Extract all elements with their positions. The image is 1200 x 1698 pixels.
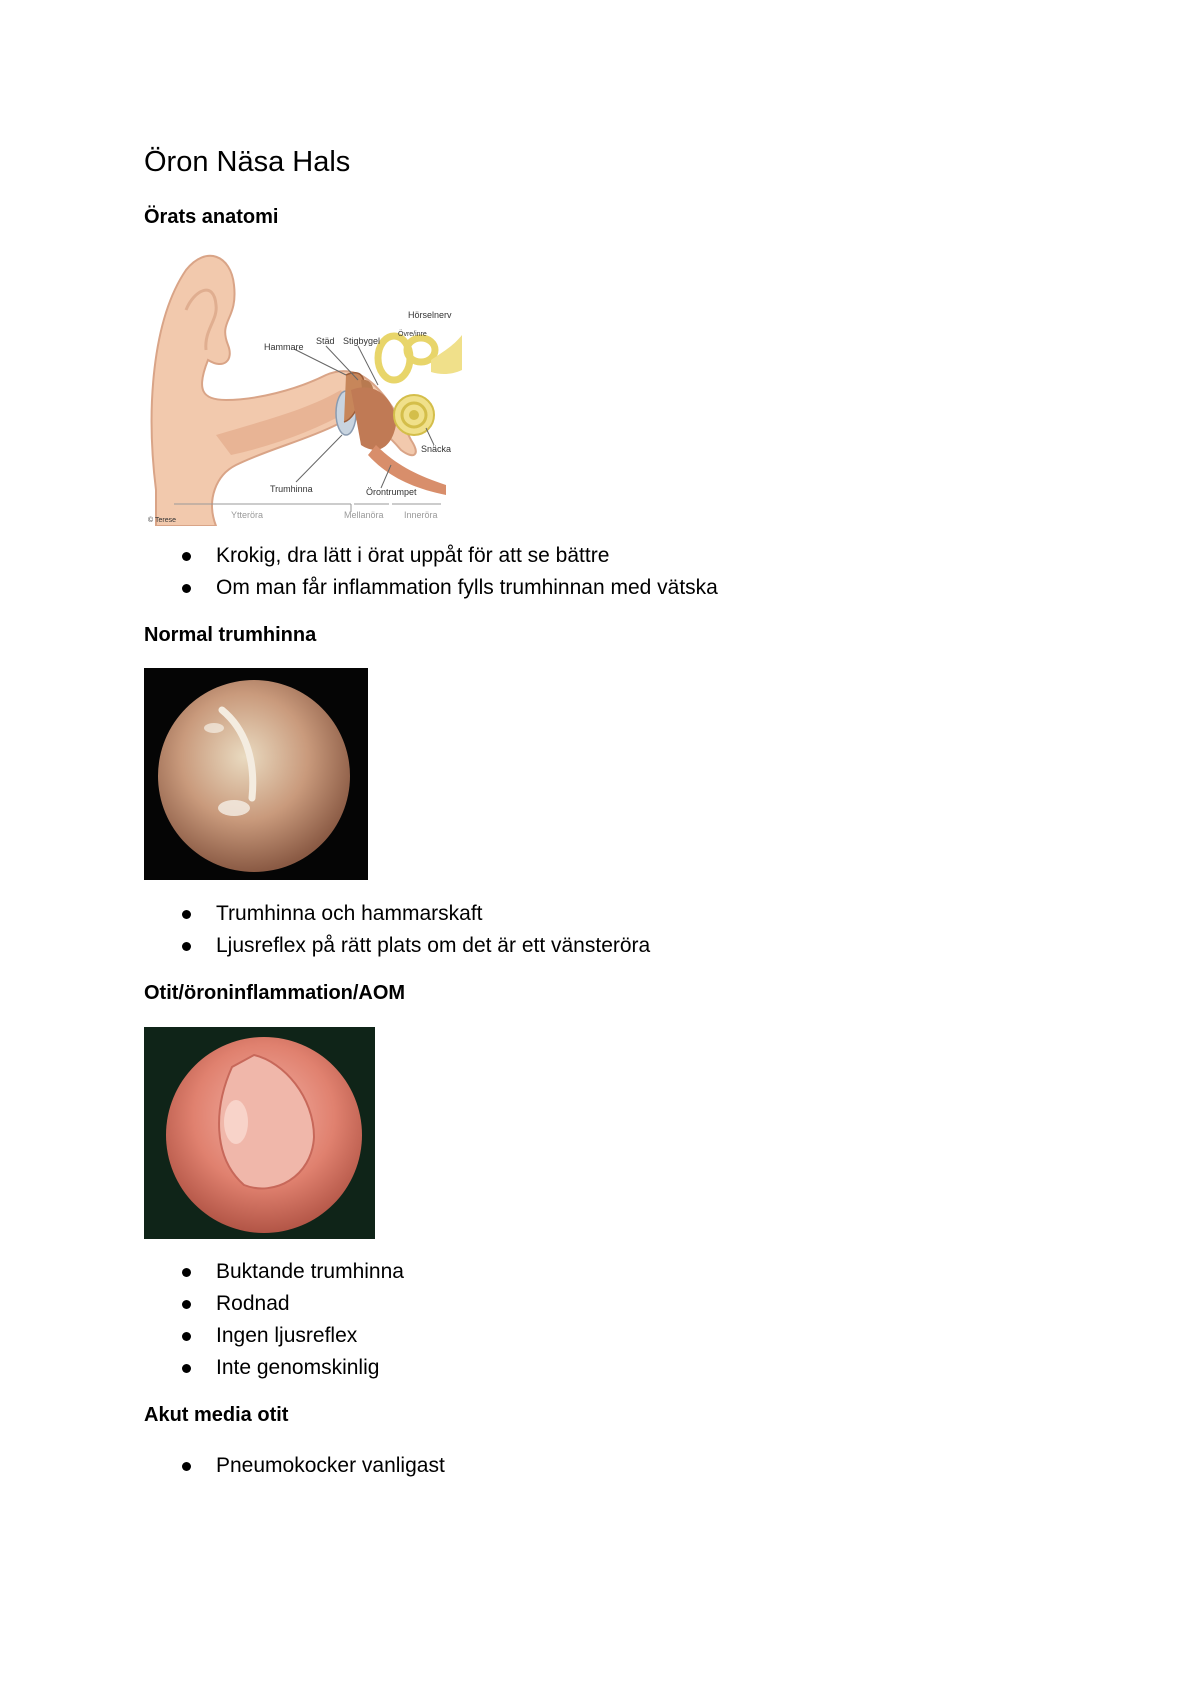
label-vestibular: Övre/inre: [398, 331, 427, 338]
list-item: Ingen ljusreflex: [0, 1320, 404, 1352]
ear-anatomy-figure: [146, 250, 462, 526]
section-heading-normal-eardrum: Normal trumhinna: [144, 624, 317, 646]
label-horselnerv: Hörselnerv: [408, 310, 452, 320]
list-item: Rodnad: [0, 1288, 404, 1320]
acute-otitis-bullet-list: [0, 1450, 445, 1482]
label-credit: © Terese: [148, 517, 176, 524]
label-mellanora: Mellanöra: [344, 510, 384, 520]
label-stad: Städ: [316, 336, 335, 346]
label-hammare: Hammare: [264, 342, 304, 352]
label-orontrumpet: Örontrumpet: [366, 487, 417, 497]
list-item: Om man får inflammation fylls trumhinnan med vätska: [0, 572, 718, 604]
normal-eardrum-bullet-list: [0, 898, 650, 962]
label-snacka: Snäcka: [421, 444, 452, 454]
label-stigbygel: Stigbygel: [343, 336, 381, 346]
section-heading-otitis: Otit/öroninflammation/AOM: [144, 982, 406, 1004]
otitis-bullet-list: [0, 1256, 404, 1384]
list-item: Ljusreflex på rätt plats om det är ett vänsteröra: [0, 930, 650, 962]
label-ytteröra: Ytteröra: [231, 510, 264, 520]
section-heading-acute-otitis-media: Akut media otit: [144, 1404, 289, 1426]
list-item: Inte genomskinlig: [0, 1352, 404, 1384]
anatomy-bullet-list: [0, 540, 718, 604]
label-trumhinna: Trumhinna: [270, 484, 313, 494]
list-item: Trumhinna och hammarskaft: [0, 898, 650, 930]
otitis-eardrum-photo: [144, 1027, 375, 1239]
normal-eardrum-photo: [144, 668, 368, 880]
list-item: Pneumokocker vanligast: [0, 1450, 445, 1482]
list-item: Krokig, dra lätt i örat uppåt för att se bättre: [0, 540, 718, 572]
label-innerora: Inneröra: [404, 510, 438, 520]
section-heading-anatomy: Örats anatomi: [144, 206, 279, 228]
page-title: Öron Näsa Hals: [144, 146, 351, 178]
list-item: Buktande trumhinna: [0, 1256, 404, 1288]
